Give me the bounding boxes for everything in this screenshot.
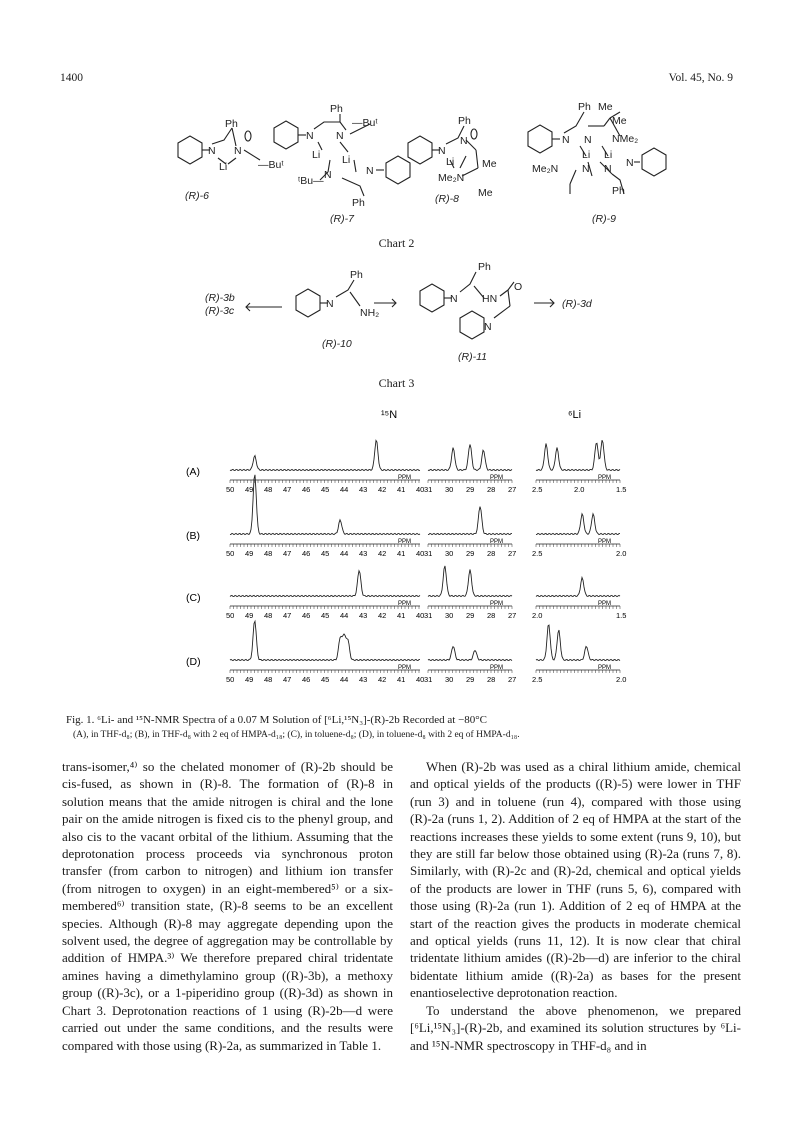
axis-tick-label: 29 — [466, 675, 475, 684]
spectrum-trace — [230, 475, 420, 535]
n-label: N — [306, 130, 314, 142]
axis-tick-label: 48 — [264, 611, 273, 620]
spectrum-trace — [230, 441, 420, 471]
compound-label: (R)-6 — [185, 190, 209, 202]
axis-tick-label: 40 — [416, 485, 425, 494]
n-label: N — [450, 293, 458, 305]
axis-tick-label: 49 — [245, 611, 254, 620]
axis-tick-label: 49 — [245, 485, 254, 494]
ppm-label: PPM — [490, 539, 504, 545]
li6-label: ⁶Li — [568, 409, 582, 421]
spectrum-trace — [230, 621, 420, 660]
axis-tick-label: 42 — [378, 675, 387, 684]
tbu-label: —Buᵗ — [352, 117, 378, 129]
axis-tick-label: 50 — [226, 675, 235, 684]
axis-tick-label: 40 — [416, 549, 425, 558]
axis-tick-label: 1.5 — [616, 611, 627, 620]
axis-tick-label: 31 — [424, 611, 433, 620]
me2n-label: Me₂N — [438, 172, 465, 184]
axis-tick-label: 44 — [340, 549, 349, 558]
spectrum-row-label: (D) — [186, 656, 201, 668]
axis-tick-label: 27 — [508, 485, 517, 494]
body-left-column — [62, 758, 393, 1054]
axis-tick-label: 46 — [302, 485, 311, 494]
n-label: N — [562, 134, 570, 146]
li-label: Li — [219, 161, 228, 173]
axis-tick-label: 45 — [321, 485, 330, 494]
axis-tick-label: 43 — [359, 485, 368, 494]
me-label: Me — [482, 158, 497, 170]
compound-label: (R)-3d — [562, 298, 592, 310]
ppm-label: PPM — [398, 665, 412, 671]
compound-label: (R)-9 — [592, 213, 616, 225]
li-label: Li — [582, 149, 591, 161]
axis-tick-label: 28 — [487, 485, 496, 494]
axis-tick-label: 31 — [424, 675, 433, 684]
axis-tick-label: 48 — [264, 485, 273, 494]
body-paragraph: When (R)-2b was used as a chiral lithium amide, chemical and optical yields of the products ((R)-5) were lower in THF (run 3) and in toluene (run 4), compared with those using (R)-2a (runs 1, 2). Addition of 2 eq of HMPA at the start of the reactions increases these yields to some extent (runs 9, 10), but they are still far below those obtained using (R)-2a (runs 7, 8). Similarly, with (R)-2c and (R)-2d, chemical and optical yields of the products are lower in THF (runs 5, 6), compared with those using (R)-2a (run 1). Addition of 2 eq of HMPA at the start of the reaction gives the products in moderate chemical and optical yields (runs 11, 12). It is now clear that chiral tridentate lithium amides ((R)-2b—d) are inferior to the chiral bidentate lithium amide ((R)-2a) as bases for the present enantioselective deprotonation reaction. — [410, 759, 741, 1001]
axis-tick-label: 30 — [445, 549, 454, 558]
axis-tick-label: 31 — [424, 549, 433, 558]
axis-tick-label: 27 — [508, 675, 517, 684]
axis-tick-label: 41 — [397, 549, 406, 558]
axis-tick-label: 2.5 — [532, 485, 543, 494]
ppm-label: PPM — [398, 601, 412, 607]
nmr-spectra-figure — [0, 400, 793, 710]
ppm-label: PPM — [598, 539, 612, 545]
axis-tick-label: 40 — [416, 611, 425, 620]
axis-tick-label: 47 — [283, 485, 292, 494]
body-paragraph: trans-isomer,⁴⁾ so the chelated monomer of (R)-2b should be cis-fused, as shown in (R)-8. The formation of (R)-8 in solution means that the amide nitrogen is chiral and the lone pair on the amide nitrogen is fixed cis to the phenyl group, and also cis to the vacant orbital of the lithium. Assuming that the deprotonation process proceeds via synchronous proton transfer (from carbon to nitrogen) and lithium ion transfer (from nitrogen to oxygen) in an eight-membered⁵⁾ or a six-membered⁶⁾ transition state, (R)-8 seems to be an excellent species. Although (R)-8 may aggregate depending upon the solvent used, the degree of aggregation may be controllable by addition of HMPA.³⁾ We therefore prepared chiral tridentate amines having a dimethylamino group ((R)-3b), a methoxy group ((R)-3c), or a 1-piperidino group ((R)-3d) as shown in Chart 3. Deprotonation reactions of 1 using (R)-2b—d were carried out under the same conditions, and the results were compared with those using (R)-2a, as summarized in Table 1. — [62, 759, 393, 1053]
axis-tick-label: 42 — [378, 485, 387, 494]
axis-tick-label: 27 — [508, 549, 517, 558]
spectrum-trace — [536, 514, 620, 535]
axis-tick-label: 48 — [264, 549, 273, 558]
me-label: Me — [612, 115, 627, 127]
axis-tick-label: 50 — [226, 611, 235, 620]
axis-tick-label: 28 — [487, 549, 496, 558]
ph-label: Ph — [225, 118, 238, 130]
n-label: N — [584, 134, 592, 146]
compound-label: (R)-7 — [330, 213, 354, 225]
nme2-label: NMe₂ — [612, 133, 639, 145]
ppm-label: PPM — [598, 601, 612, 607]
figure-subcaption: (A), in THF-d₈; (B), in THF-d₈ with 2 eq of HMPA-d₁₈; (C), in toluene-d₈; (D), in toluene-d₈ with 2 eq of HMPA-d₁₈. — [73, 730, 520, 740]
chart2-label: Chart 2 — [378, 236, 415, 250]
axis-tick-label: 50 — [226, 549, 235, 558]
li-label: Li — [342, 154, 351, 166]
ppm-label: PPM — [490, 601, 504, 607]
axis-tick-label: 2.0 — [616, 675, 627, 684]
axis-tick-label: 41 — [397, 611, 406, 620]
compound-label: (R)-8 — [435, 193, 459, 205]
hn-label: HN — [482, 293, 498, 305]
chart2-structures — [0, 95, 793, 235]
n-label: N — [460, 135, 468, 147]
n-label: N — [366, 165, 374, 177]
spectrum-trace — [230, 571, 420, 597]
compound-label: (R)-3b — [205, 292, 235, 304]
axis-tick-label: 27 — [508, 611, 517, 620]
axis-tick-label: 2.0 — [574, 485, 585, 494]
axis-tick-label: 45 — [321, 549, 330, 558]
compound-label: (R)-3c — [205, 305, 235, 317]
tbu-label: ᵗBu— — [298, 175, 324, 187]
axis-tick-label: 29 — [466, 611, 475, 620]
ppm-label: PPM — [490, 475, 504, 481]
axis-tick-label: 49 — [245, 675, 254, 684]
axis-tick-label: 46 — [302, 675, 311, 684]
axis-tick-label: 49 — [245, 549, 254, 558]
ppm-label: PPM — [490, 665, 504, 671]
o-label: O — [514, 281, 523, 293]
chart3-structures — [0, 255, 793, 375]
nh2-label: NH₂ — [360, 307, 380, 319]
ph-label: Ph — [352, 197, 365, 209]
axis-tick-label: 50 — [226, 485, 235, 494]
spectrum-trace — [536, 440, 620, 470]
n-label: N — [234, 145, 242, 157]
me-label: Me — [478, 187, 493, 199]
spectrum-trace — [428, 507, 512, 535]
axis-tick-label: 47 — [283, 611, 292, 620]
li-label: Li — [604, 149, 613, 161]
n-label: N — [626, 157, 634, 169]
axis-tick-label: 42 — [378, 611, 387, 620]
n15-label: ¹⁵N — [381, 409, 398, 421]
ppm-label: PPM — [598, 475, 612, 481]
ph-label: Ph — [578, 101, 591, 113]
chart3-label: Chart 3 — [378, 376, 415, 390]
journal-volume: Vol. 45, No. 9 — [668, 72, 733, 84]
axis-tick-label: 28 — [487, 675, 496, 684]
axis-tick-label: 29 — [466, 549, 475, 558]
n-label: N — [336, 130, 344, 142]
axis-tick-label: 44 — [340, 675, 349, 684]
spectrum-trace — [536, 578, 620, 597]
axis-tick-label: 29 — [466, 485, 475, 494]
n-label: N — [438, 145, 446, 157]
tbu-label: —Buᵗ — [258, 159, 284, 171]
compound-label: (R)-10 — [322, 338, 352, 350]
spectrum-row-label: (C) — [186, 592, 201, 604]
axis-tick-label: 42 — [378, 549, 387, 558]
axis-tick-label: 45 — [321, 611, 330, 620]
axis-tick-label: 40 — [416, 675, 425, 684]
ph-label: Ph — [330, 103, 343, 115]
me2n-label: Me₂N — [532, 163, 559, 175]
me-label: Me — [598, 101, 613, 113]
body-right-column — [410, 758, 741, 1054]
axis-tick-label: 30 — [445, 675, 454, 684]
ph-label: Ph — [478, 261, 491, 273]
axis-tick-label: 1.5 — [616, 485, 627, 494]
axis-tick-label: 2.0 — [616, 549, 627, 558]
axis-tick-label: 43 — [359, 549, 368, 558]
axis-tick-label: 2.5 — [532, 675, 543, 684]
axis-tick-label: 46 — [302, 611, 311, 620]
page-number: 1400 — [60, 72, 83, 84]
axis-tick-label: 47 — [283, 675, 292, 684]
ph-label: Ph — [458, 115, 471, 127]
n-label: N — [326, 298, 334, 310]
spectrum-row-label: (B) — [186, 530, 200, 542]
li-label: Li — [312, 149, 321, 161]
axis-tick-label: 45 — [321, 675, 330, 684]
spectrum-trace — [428, 647, 512, 661]
axis-tick-label: 43 — [359, 675, 368, 684]
ph-label: Ph — [612, 185, 625, 197]
compound-label: (R)-11 — [458, 351, 487, 363]
axis-tick-label: 31 — [424, 485, 433, 494]
axis-tick-label: 30 — [445, 611, 454, 620]
axis-tick-label: 41 — [397, 485, 406, 494]
n-label: N — [208, 145, 216, 157]
n-label: N — [582, 163, 590, 175]
axis-tick-label: 30 — [445, 485, 454, 494]
ppm-label: PPM — [398, 475, 412, 481]
ppm-label: PPM — [598, 665, 612, 671]
axis-tick-label: 28 — [487, 611, 496, 620]
axis-tick-label: 46 — [302, 549, 311, 558]
axis-tick-label: 48 — [264, 675, 273, 684]
spectrum-trace — [536, 625, 620, 661]
ph-label: Ph — [350, 269, 363, 281]
spectrum-row-label: (A) — [186, 466, 200, 478]
axis-tick-label: 44 — [340, 611, 349, 620]
n-label: N — [484, 321, 492, 333]
axis-tick-label: 47 — [283, 549, 292, 558]
figure-caption: Fig. 1. ⁶Li- and ¹⁵N-NMR Spectra of a 0.07 M Solution of [⁶Li,¹⁵N₃]-(R)-2b Recorded at −80°C — [66, 714, 488, 726]
spectrum-trace — [428, 566, 512, 597]
axis-tick-label: 2.5 — [532, 549, 543, 558]
axis-tick-label: 43 — [359, 611, 368, 620]
n-label: N — [324, 169, 332, 181]
axis-tick-label: 41 — [397, 675, 406, 684]
spectrum-trace — [428, 445, 512, 471]
body-paragraph: To understand the above phenomenon, we prepared [⁶Li,¹⁵N₃]-(R)-2b, and examined its solution structures by ⁶Li- and ¹⁵N-NMR spectroscopy in THF-d₈ and in — [410, 1002, 741, 1053]
li-label: Li — [446, 156, 455, 168]
ppm-label: PPM — [398, 539, 412, 545]
axis-tick-label: 2.0 — [532, 611, 543, 620]
n-label: N — [604, 163, 612, 175]
axis-tick-label: 44 — [340, 485, 349, 494]
